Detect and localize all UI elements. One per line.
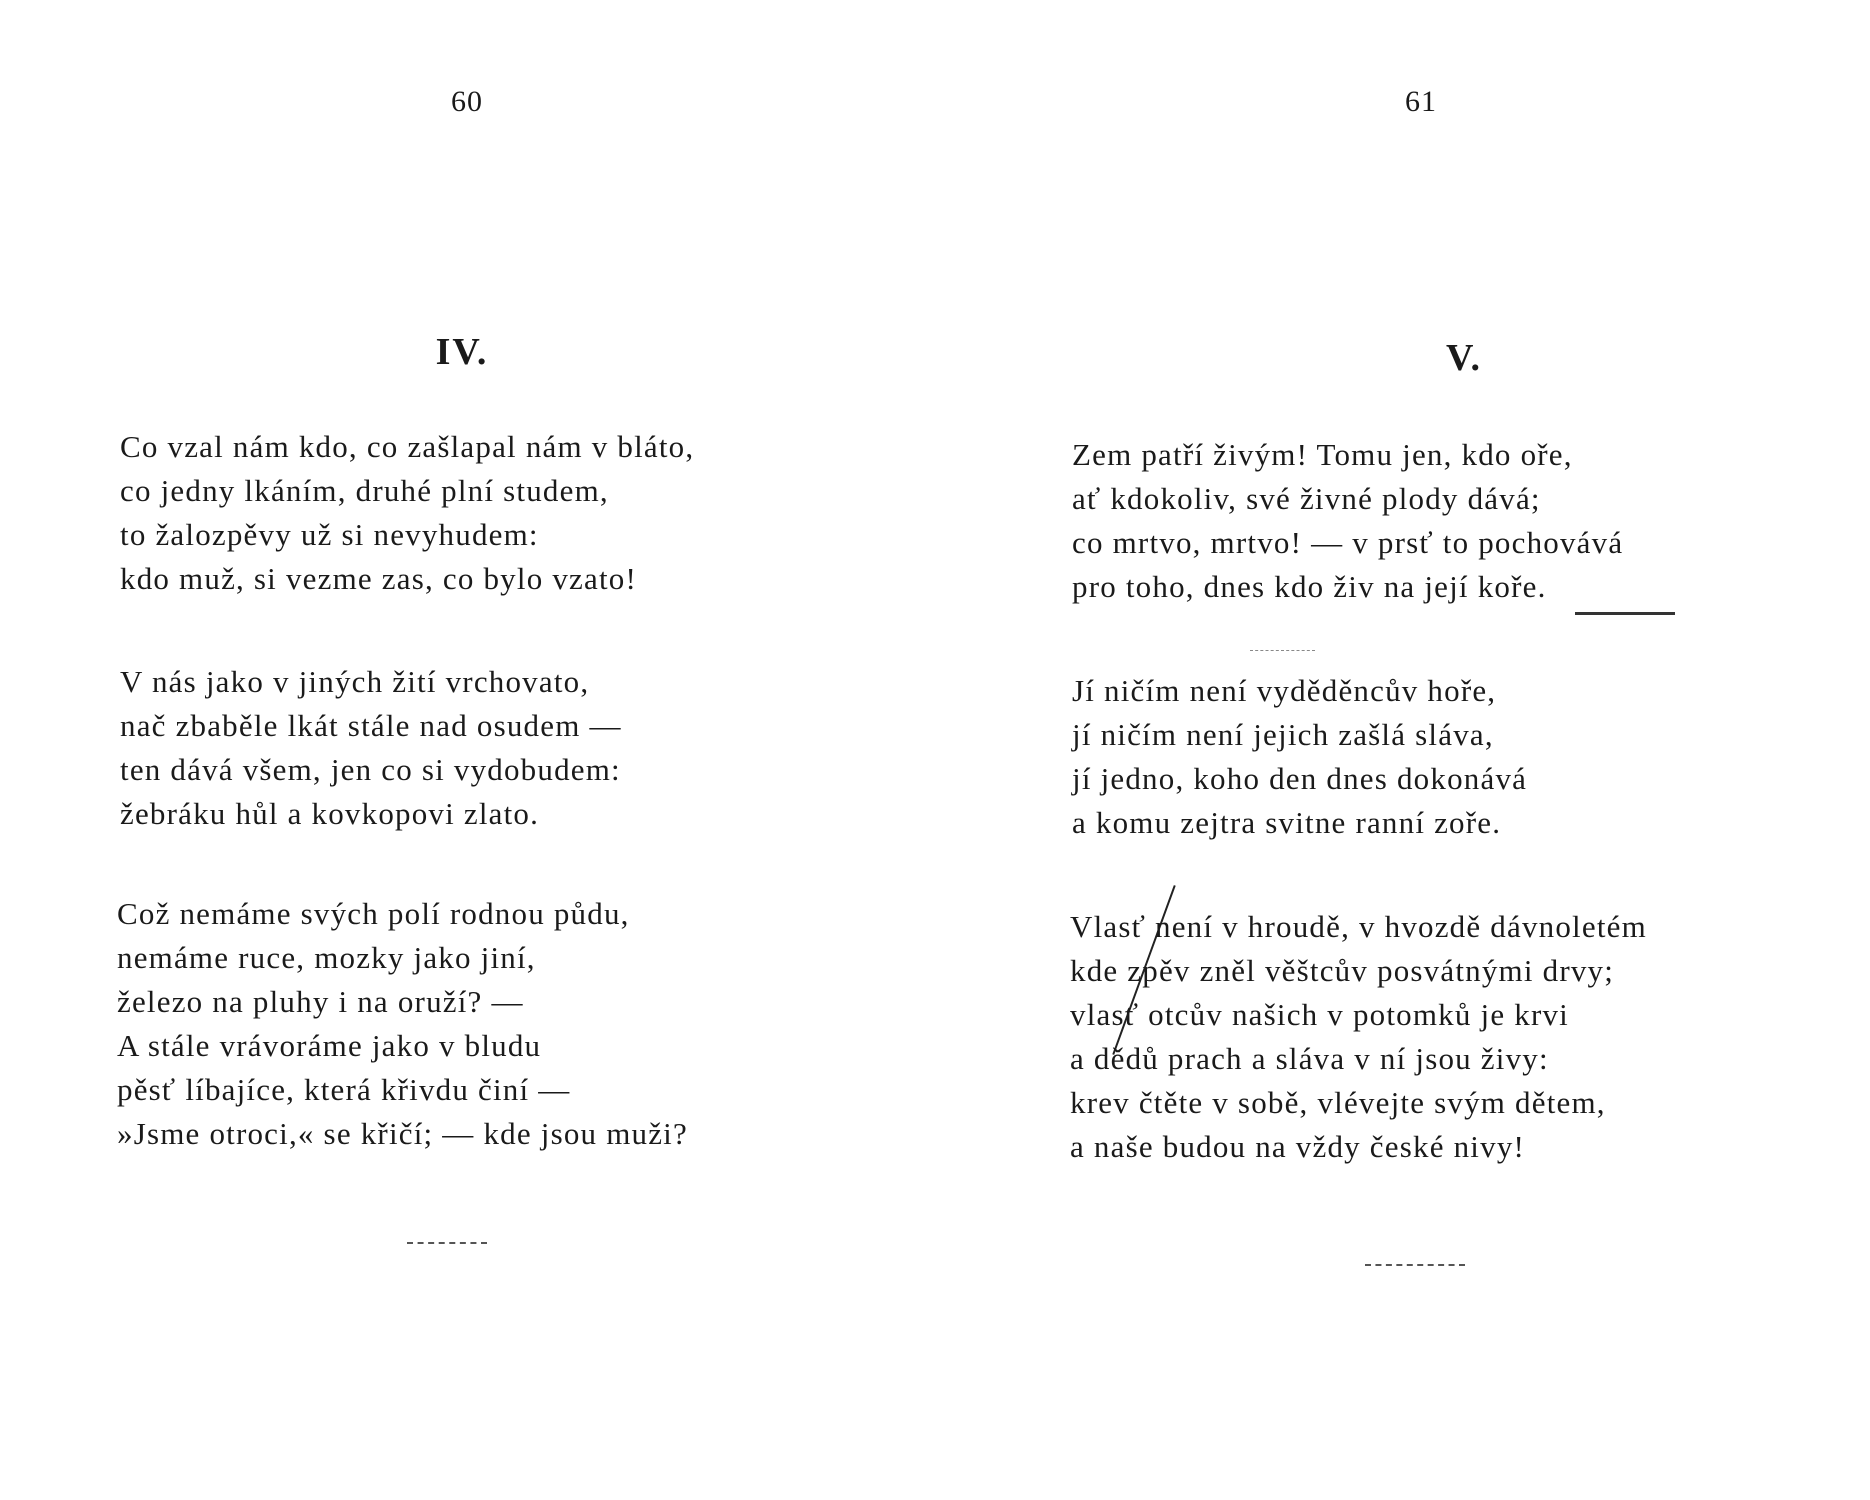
verse-line: nemáme ruce, mozky jako jiní, [117, 940, 536, 975]
verse-line: a naše budou na vždy české nivy! [1070, 1129, 1526, 1164]
stanza [1070, 905, 1647, 1169]
verse-line: A stále vrávoráme jako v bludu [117, 1028, 542, 1063]
verse-line: kdo muž, si vezme zas, co bylo vzato! [120, 561, 637, 596]
poem-heading-iv: IV. [435, 331, 489, 373]
stanza [117, 892, 688, 1156]
verse-line: Vlasť není v hroudě, v hvozdě dávnoletém [1070, 909, 1647, 944]
verse-line: nač zbaběle lkát stále nad osudem — [120, 708, 622, 743]
page-number-right: 61 [1405, 85, 1437, 118]
verse-line: a komu zejtra svitne ranní zoře. [1072, 805, 1502, 840]
verse-line: Zem patří živým! Tomu jen, kdo oře, [1072, 437, 1573, 472]
verse-line: ať kdokoliv, své živné plody dává; [1072, 481, 1541, 516]
verse-line: jí ničím není jejich zašlá sláva, [1072, 717, 1494, 752]
verse-line: ten dává všem, jen co si vydobudem: [120, 752, 621, 787]
stanza [120, 425, 694, 601]
stanza [1072, 433, 1623, 609]
verse-line: Což nemáme svých polí rodnou půdu, [117, 896, 630, 931]
verse-line: jí jedno, koho den dnes dokonává [1072, 761, 1528, 796]
poem-heading-v: V. [1445, 337, 1483, 379]
verse-line: Jí ničím není vyděděncův hoře, [1072, 673, 1497, 708]
verse-line: V nás jako v jiných žití vrchovato, [120, 664, 590, 699]
verse-line: pěsť líbajíce, která křivdu činí — [117, 1072, 571, 1107]
page-number-left: 60 [451, 85, 483, 118]
end-rule [407, 1242, 487, 1244]
verse-line: vlasť otcův našich v potomků je krvi [1070, 997, 1569, 1032]
verse-line: a dědů prach a sláva v ní jsou živy: [1070, 1041, 1549, 1076]
verse-line: co jedny lkáním, druhé plní studem, [120, 473, 609, 508]
separator-rule [1250, 650, 1315, 651]
stanza [120, 660, 622, 836]
verse-line: Co vzal nám kdo, co zašlapal nám v bláto, [120, 429, 695, 464]
right-page [935, 0, 1870, 1500]
pen-underline-mark [1575, 612, 1675, 615]
verse-line: žebráku hůl a kovkopovi zlato. [120, 796, 540, 831]
verse-line: krev čtěte v sobě, vlévejte svým dětem, [1070, 1085, 1606, 1120]
verse-line: pro toho, dnes kdo živ na její koře. [1072, 569, 1547, 604]
verse-line: železo na pluhy i na oruží? — [117, 984, 524, 1019]
end-rule [1365, 1264, 1465, 1266]
verse-line: »Jsme otroci,« se křičí; — kde jsou muži? [117, 1116, 688, 1151]
verse-line: to žalozpěvy už si nevyhudem: [120, 517, 539, 552]
verse-line: kde zpěv zněl věštcův posvátnými drvy; [1070, 953, 1615, 988]
verse-line: co mrtvo, mrtvo! — v prsť to pochovává [1072, 525, 1624, 560]
stanza [1072, 669, 1527, 845]
